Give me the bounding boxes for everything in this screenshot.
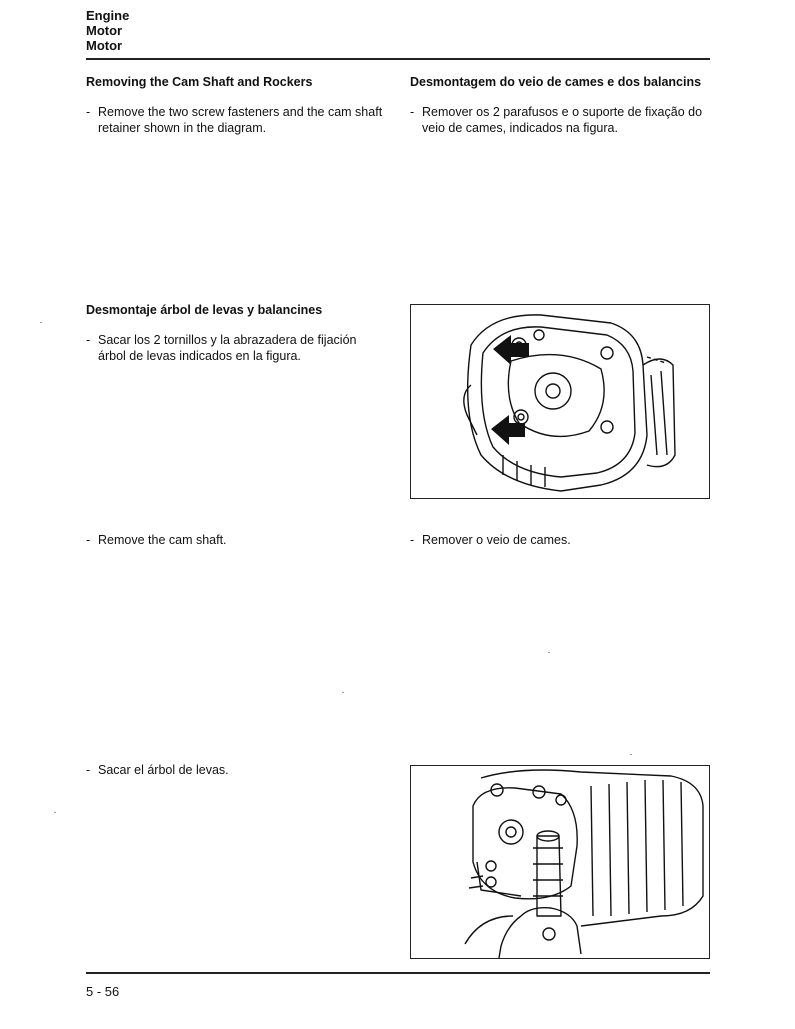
figure-camshaft-removal	[410, 765, 710, 959]
header-title-en: Engine	[86, 8, 130, 23]
bullet-dash: -	[410, 533, 415, 547]
step-es-2-text: Sacar el árbol de levas.	[98, 763, 229, 777]
figure-camshaft-retainer	[410, 304, 710, 499]
scan-speck	[630, 754, 632, 755]
heading-en: Removing the Cam Shaft and Rockers	[86, 75, 313, 89]
step-pt-2-text: Remover o veio de cames.	[422, 533, 571, 547]
camshaft-removal-illustration	[411, 766, 709, 958]
header-title-es: Motor	[86, 38, 123, 53]
scan-speck	[548, 652, 550, 653]
page-header	[86, 8, 129, 53]
heading-pt: Desmontagem do veio de cames e dos balancins	[410, 75, 702, 89]
step-en-2-text: Remove the cam shaft.	[98, 533, 227, 547]
step-en-1-text: Remove the two screw fasteners and the cam shaft retainer shown in the diagram.	[98, 105, 383, 135]
step-en-2	[86, 532, 386, 548]
step-es-2	[86, 762, 386, 778]
bullet-dash: -	[86, 105, 91, 119]
bullet-dash: -	[86, 533, 91, 547]
arrow-icon	[491, 335, 529, 445]
header-title-pt: Motor	[86, 23, 123, 38]
step-es-1-text: Sacar los 2 tornillos y la abrazadera de fijación árbol de levas indicados en la figura.	[98, 333, 357, 363]
step-pt-2	[410, 532, 710, 548]
scan-speck	[342, 692, 344, 693]
step-pt-1-text: Remover os 2 parafusos e o suporte de fixação do veio de cames, indicados na figura.	[422, 105, 703, 135]
heading-es: Desmontaje árbol de levas y balancines	[86, 303, 323, 317]
page-number: 5 - 56	[86, 984, 120, 999]
step-en-1	[86, 104, 386, 136]
step-pt-1	[410, 104, 710, 136]
header-rule	[86, 58, 710, 60]
bullet-dash: -	[86, 333, 91, 347]
engine-head-illustration	[411, 305, 709, 498]
step-es-1	[86, 332, 386, 364]
footer-rule	[86, 972, 710, 974]
bullet-dash: -	[86, 763, 91, 777]
scan-speck	[54, 812, 56, 813]
bullet-dash: -	[410, 105, 415, 119]
scan-speck	[40, 322, 42, 323]
